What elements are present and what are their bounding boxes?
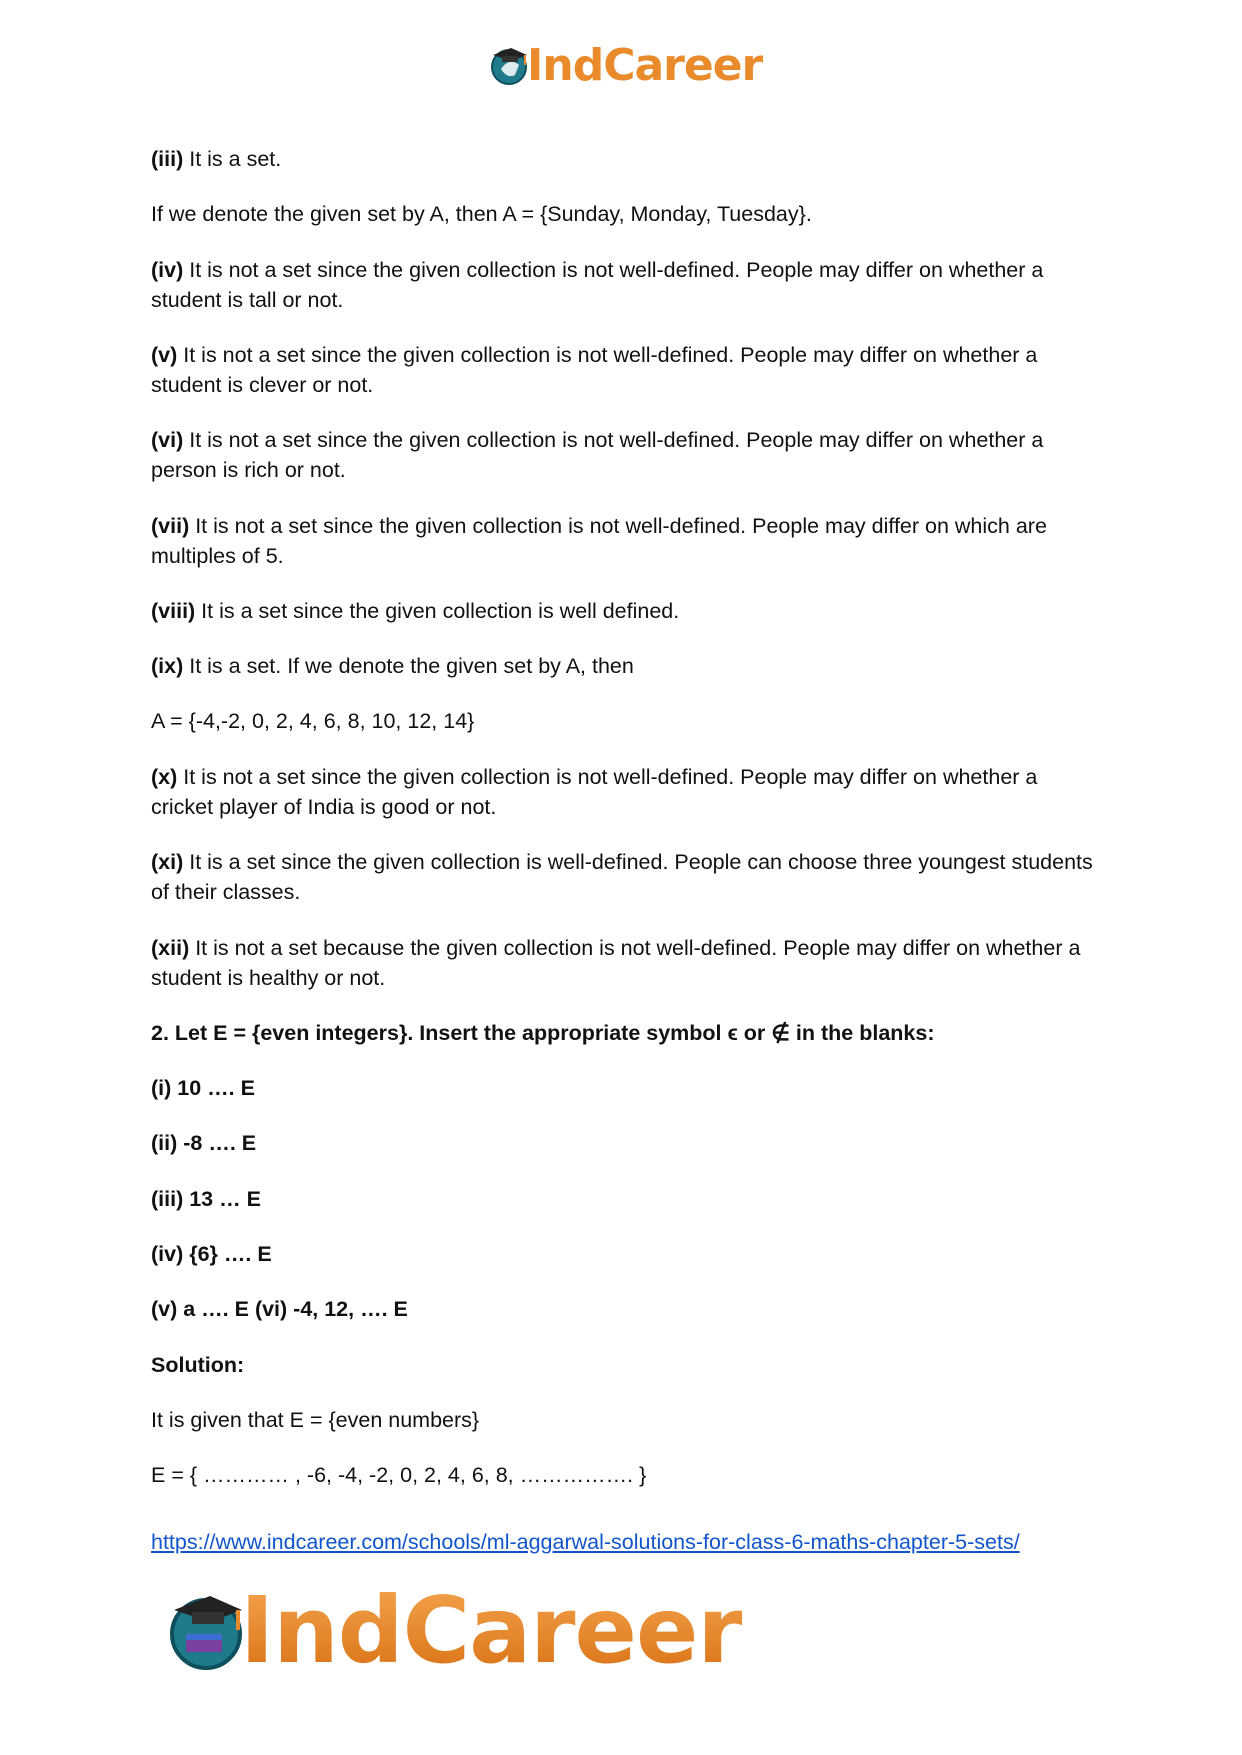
solution-line-1: It is given that E = {even numbers} [151,1408,480,1432]
solution-line-2: E = { ………… , -6, -4, -2, 0, 2, 4, 6, 8, ……………. } [151,1463,647,1487]
question-2-part-v-vi: (v) a …. E (vi) -4, 12, …. E [151,1297,408,1321]
header-logo [487,40,762,90]
answer-v: (v) It is not a set since the given collection is not well-defined. People may differ on whether a student is clever or not. [151,343,1038,397]
brand-name: IndCareer [240,1576,742,1684]
question-2-part-ii: (ii) -8 …. E [151,1131,257,1155]
solution-label: Solution: [151,1353,245,1377]
graduation-cap-emblem-icon [487,43,531,87]
answer-iv: (iv) It is not a set since the given collection is not well-defined. People may differ on whether a student is tall or not. [151,258,1044,312]
brand-name: IndCareer [527,39,763,91]
answer-iii: (iii) It is a set. [151,147,282,171]
answer-xii: (xii) It is not a set because the given collection is not well-defined. People may differ on whether a student is healthy or not. [151,936,1081,990]
answer-ix: (ix) It is a set. If we denote the given set by A, then [151,654,634,678]
question-2-part-iii: (iii) 13 … E [151,1187,261,1211]
graduation-cap-emblem-icon [162,1586,250,1674]
question-2-part-iv: (iv) {6} …. E [151,1242,272,1266]
footer-logo [162,1576,742,1684]
question-2-heading: 2. Let E = {even integers}. Insert the appropriate symbol ϵ or ∉ in the blanks: [151,1021,935,1045]
source-url-link[interactable]: https://www.indcareer.com/schools/ml-aggarwal-solutions-for-class-6-maths-chapter-5-sets/ [151,1530,1020,1554]
answer-ix-set: A = {-4,-2, 0, 2, 4, 6, 8, 10, 12, 14} [151,709,475,733]
answer-vi: (vi) It is not a set since the given collection is not well-defined. People may differ on whether a person is rich or not. [151,428,1044,482]
answer-viii: (viii) It is a set since the given collection is well defined. [151,599,680,623]
footer-link-line [151,1527,1101,1557]
answer-xi: (xi) It is a set since the given collection is well-defined. People can choose three youngest students of their classes. [151,850,1093,904]
answer-vii: (vii) It is not a set since the given collection is not well-defined. People may differ on which are multiples of 5. [151,514,1047,568]
answer-iii-detail: If we denote the given set by A, then A = {Sunday, Monday, Tuesday}. [151,202,812,226]
answer-x: (x) It is not a set since the given collection is not well-defined. People may differ on whether a cricket player of India is good or not. [151,765,1038,819]
question-2-part-i: (i) 10 …. E [151,1076,255,1100]
